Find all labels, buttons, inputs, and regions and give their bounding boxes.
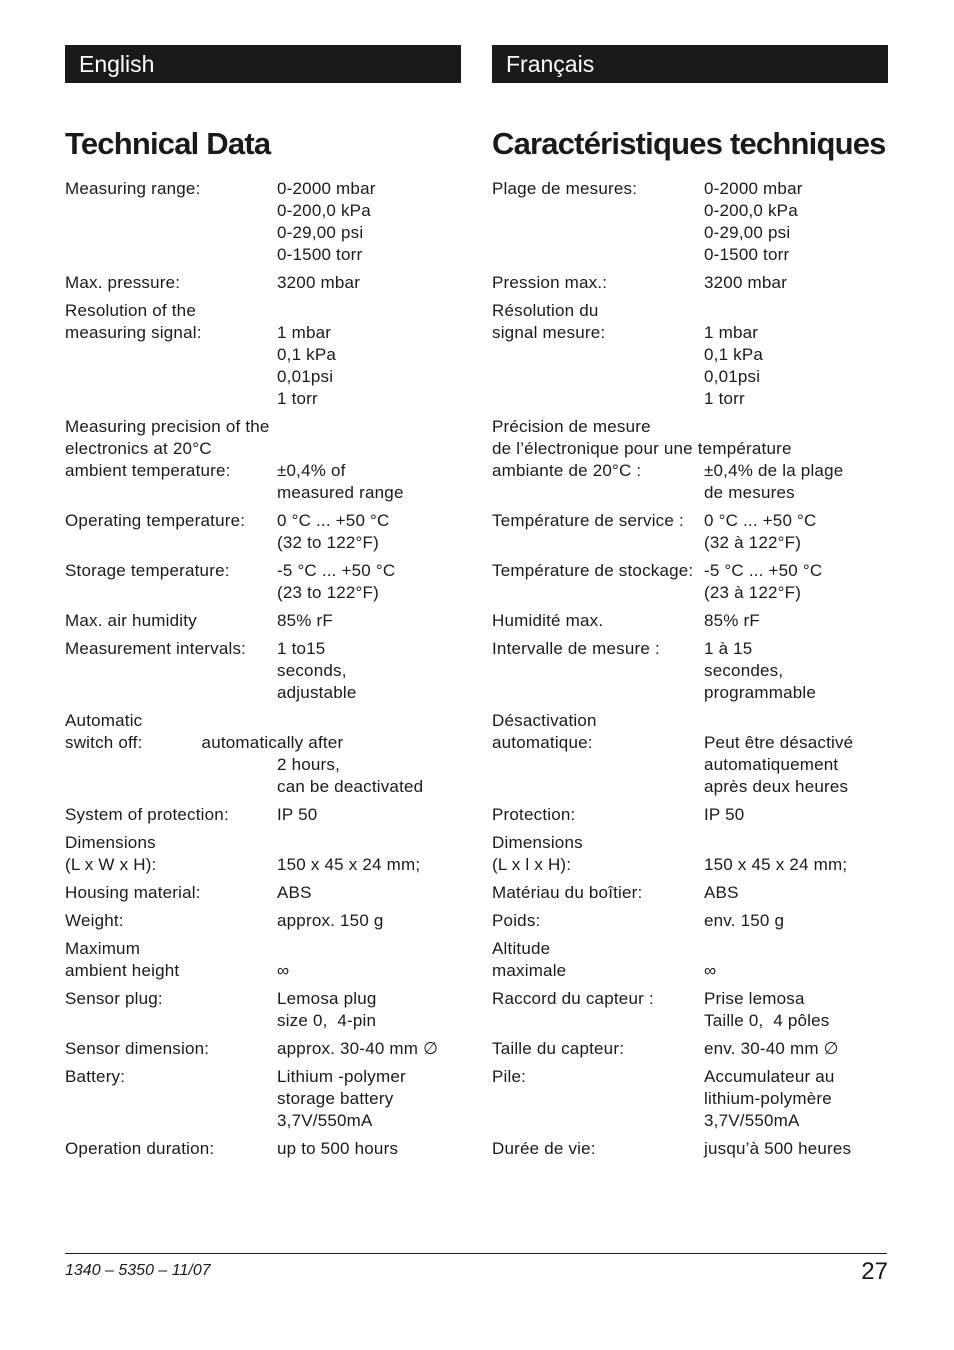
- language-header-french: Français: [492, 45, 888, 83]
- spec-label: Résolution du signal mesure:: [492, 301, 606, 342]
- spec-value: 0 °C ... +50 °C (32 à 122°F): [704, 511, 817, 552]
- spec-value: up to 500 hours: [277, 1139, 399, 1158]
- spec-label: Désactivation automatique:: [492, 711, 597, 752]
- spec-list-french: [492, 178, 888, 1160]
- spec-row: [65, 1138, 461, 1160]
- spec-label: Storage temperature:: [65, 561, 230, 580]
- spec-row: [492, 1138, 888, 1160]
- spec-row: [492, 272, 888, 294]
- spec-label: Measurement intervals:: [65, 639, 247, 658]
- spec-row: [492, 510, 888, 554]
- spec-label: Raccord du capteur :: [492, 989, 654, 1008]
- spec-row: [65, 178, 461, 266]
- spec-label: Sensor dimension:: [65, 1039, 210, 1058]
- spec-label: Taille du capteur:: [492, 1039, 625, 1058]
- spec-value: 0-2000 mbar 0-200,0 kPa 0-29,00 psi 0-1500 torr: [704, 179, 803, 264]
- spec-value: 2 hours, can be deactivated: [277, 755, 424, 796]
- spec-label: Sensor plug:: [65, 989, 163, 1008]
- spec-value: -5 °C ... +50 °C (23 à 122°F): [704, 561, 823, 602]
- spec-row: [65, 988, 461, 1032]
- spec-row: [65, 300, 461, 410]
- spec-value: ±0,4% of measured range: [277, 461, 404, 502]
- spec-row: [65, 804, 461, 826]
- language-header-english: English: [65, 45, 461, 83]
- spec-value: 1 mbar 0,1 kPa 0,01psi 1 torr: [704, 323, 764, 408]
- spec-label: Intervalle de mesure :: [492, 639, 660, 658]
- spec-value: 85% rF: [277, 611, 333, 630]
- spec-value: IP 50: [277, 805, 318, 824]
- spec-label: Weight:: [65, 911, 124, 930]
- spec-label: Pile:: [492, 1067, 527, 1086]
- spec-row: [65, 910, 461, 932]
- spec-label: Max. pressure:: [65, 273, 181, 292]
- spec-label: Measuring precision of the electronics at 20°C ambient temperature:: [65, 417, 270, 480]
- document-code: 1340 – 5350 – 11/07: [65, 1262, 211, 1279]
- spec-value: 1 mbar 0,1 kPa 0,01psi 1 torr: [277, 323, 337, 408]
- spec-label: Altitude maximale: [492, 939, 567, 980]
- spec-value: ABS: [704, 883, 739, 902]
- french-column: [492, 45, 888, 1160]
- spec-label: Battery:: [65, 1067, 126, 1086]
- spec-row: [65, 272, 461, 294]
- spec-label: Température de service :: [492, 511, 684, 530]
- spec-row: [65, 1038, 461, 1060]
- spec-value: Accumulateur au lithium-polymère 3,7V/550mA: [704, 1067, 835, 1130]
- spec-label: Pression max.:: [492, 273, 608, 292]
- spec-label: Operation duration:: [65, 1139, 215, 1158]
- spec-label: Poids:: [492, 911, 541, 930]
- spec-value: -5 °C ... +50 °C (23 to 122°F): [277, 561, 396, 602]
- spec-row: [492, 178, 888, 266]
- footer-divider: [65, 1253, 887, 1254]
- page-title-french: Caractéristiques techniques: [492, 126, 886, 161]
- spec-label: Housing material:: [65, 883, 201, 902]
- spec-row: [65, 938, 461, 982]
- spec-row: [492, 610, 888, 632]
- spec-value: 0-2000 mbar 0-200,0 kPa 0-29,00 psi 0-1500 torr: [277, 179, 376, 264]
- spec-label: Température de stockage:: [492, 561, 694, 580]
- spec-label: Humidité max.: [492, 611, 604, 630]
- spec-label: Operating temperature:: [65, 511, 246, 530]
- spec-row: [492, 1066, 888, 1132]
- spec-row: [492, 416, 888, 504]
- spec-value: ∞: [704, 961, 717, 980]
- spec-value: Prise lemosa Taille 0, 4 pôles: [704, 989, 830, 1030]
- spec-row: [65, 510, 461, 554]
- spec-value: approx. 30-40 mm ∅: [277, 1039, 439, 1058]
- spec-value: 1 to15 seconds, adjustable: [277, 639, 357, 702]
- spec-value: 150 x 45 x 24 mm;: [704, 855, 848, 874]
- spec-label: Maximum ambient height: [65, 939, 180, 980]
- spec-value: env. 30-40 mm ∅: [704, 1039, 839, 1058]
- spec-label: Max. air humidity: [65, 611, 197, 630]
- spec-value: 150 x 45 x 24 mm;: [277, 855, 421, 874]
- spec-label: System of protection:: [65, 805, 229, 824]
- spec-value: Lemosa plug size 0, 4-pin: [277, 989, 377, 1030]
- spec-value: env. 150 g: [704, 911, 785, 930]
- spec-row: [65, 610, 461, 632]
- spec-value: 1 à 15 secondes, programmable: [704, 639, 817, 702]
- spec-list-english: [65, 178, 461, 1160]
- spec-value: approx. 150 g: [277, 911, 384, 930]
- spec-value: Peut être désactivé automatiquement après deux heures: [704, 733, 854, 796]
- spec-row: [65, 416, 461, 504]
- spec-row: [65, 710, 461, 798]
- spec-label: Automatic switch off: automatically after: [65, 711, 344, 752]
- spec-row: [492, 300, 888, 410]
- spec-row: [65, 882, 461, 904]
- spec-row: [492, 988, 888, 1032]
- spec-label: Dimensions (L x l x H):: [492, 833, 583, 874]
- spec-value: ∞: [277, 961, 290, 980]
- spec-label: Matériau du boîtier:: [492, 883, 643, 902]
- spec-row: [65, 832, 461, 876]
- spec-value: jusqu’à 500 heures: [704, 1139, 852, 1158]
- spec-row: [492, 882, 888, 904]
- spec-value: 85% rF: [704, 611, 760, 630]
- spec-value: 3200 mbar: [277, 273, 361, 292]
- spec-row: [492, 710, 888, 798]
- spec-row: [492, 560, 888, 604]
- spec-row: [65, 1066, 461, 1132]
- spec-value: 3200 mbar: [704, 273, 788, 292]
- spec-label: Resolution of the measuring signal:: [65, 301, 202, 342]
- spec-row: [65, 638, 461, 704]
- spec-row: [65, 560, 461, 604]
- spec-row: [492, 638, 888, 704]
- page-number: 27: [861, 1258, 888, 1285]
- spec-value: ABS: [277, 883, 312, 902]
- page-title-english: Technical Data: [65, 126, 271, 161]
- spec-label: Précision de mesure de l’électronique pour une température ambiante de 20°C :: [492, 417, 792, 480]
- spec-label: Plage de mesures:: [492, 179, 638, 198]
- spec-row: [492, 832, 888, 876]
- spec-label: Dimensions (L x W x H):: [65, 833, 157, 874]
- spec-value: IP 50: [704, 805, 745, 824]
- spec-row: [492, 910, 888, 932]
- spec-row: [492, 1038, 888, 1060]
- spec-label: Protection:: [492, 805, 576, 824]
- spec-value: 0 °C ... +50 °C (32 to 122°F): [277, 511, 390, 552]
- spec-row: [492, 804, 888, 826]
- spec-value: Lithium -polymer storage battery 3,7V/550mA: [277, 1067, 406, 1130]
- spec-label: Durée de vie:: [492, 1139, 596, 1158]
- english-column: [65, 45, 461, 1160]
- spec-row: [492, 938, 888, 982]
- spec-value: ±0,4% de la plage de mesures: [704, 461, 844, 502]
- spec-label: Measuring range:: [65, 179, 201, 198]
